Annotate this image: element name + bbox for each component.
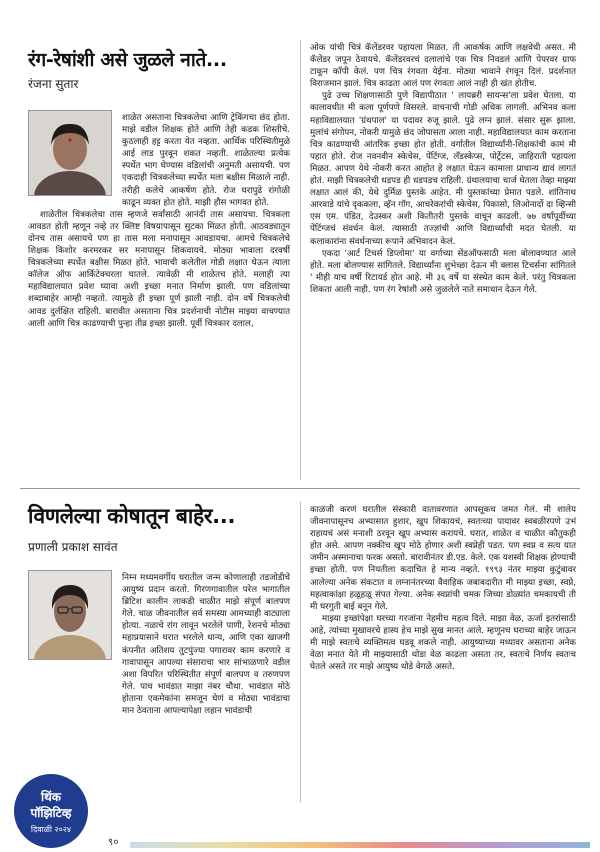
paragraph: शाळेत असताना चित्रकलेचा आणि ट्रेकिंगचा छंद होता. माझे वडील शिक्षक होते आणि तेही कडक शिस्तीचे. कुठलाही हट्ट करता येत नव्हता. आर्थिक परिस्थितीमुळे आई लाड पुरवून शकत नव्हती. शाळेतल्या प्रत्येक स्पर्धेत भाग घेण्यास वडिलांची अनुमती असायची. पण एकदाही चित्रकलेच्या स्पर्धेत मला बक्षीस मिळाले नाही. तरीही कलेचे आकर्षण होते. रोज घरापुढे रांगोळी काढून व्यक्त होत होते. माझी हौस भागवत होते.	[122, 113, 290, 208]
article-2-left-column	[28, 572, 290, 717]
paragraph: निम्न मध्यमवर्गीय घरातील जन्म कोणालाही तडजोडीचे आयुष्य प्रदान करतो. गिरणगावातील परेल भागातील ब्रिटिश कालीन लाकडी चाळीत माझे संपूर्ण बालपण गेले. चाळ जीवनातील सर्व समस्या आमच्याही वाट्याला होत्या. नळाचे रांग लावून भरलेले पाणी, रेशनचे मोठ्या महाप्रयासाने घरात भरलेले धान्य, आणि एका खाजगी कंपनीत अतिशय तुटपुंज्या पगारावर काम करणारे व गावापासून आपल्या संसाराचा भार सांभाळणारे वडील अशा विपरित परिस्थितीत संपूर्ण बालपण व तरुणपण गेले. पाच भावंडात माझा नंबर चौथा. भावंडात मोठे होताना एकमेकांना समजून घेणं व मोठ्या भावंडाचा मान ठेवताना आपल्यापेक्षा लहान भावंडाची	[122, 573, 290, 717]
logo-edition: दिवाळी २०२४	[30, 825, 72, 834]
paragraph: काळजी करणं घरातील संस्कारी वातावरणात आपसूकच जमत गेलं. मी शालेय जीवनापासूनच अभ्यासात हुशार, खूप शिकायचं, स्वतःच्या पायावर स्वबळीरपणे उभं राहायचं असं मनाशी ठरवून खूप अभ्यास करायचे. घरात, शाळेत व चाळीत कौतुकही होत असे. आपण नक्कीच खूप मोठे होणार अशी स्वप्नेही पडत. पण स्वप्न व सत्य यात जमीन अस्मानाचा फरक असतो. बारावीनंतर डी.एड. केले. एक यशस्वी शिक्षक होण्याची इच्छा होती. पण नियतीला कदाचित हे मान्य नव्हते. १९९३ नंतर माझ्या कुटुंबावर आलेल्या अनेक संकटात व लग्नानंतरच्या वैवाहिक जबाबदारीत मी माझ्या इच्छा, स्वप्ने, महत्वाकांक्षा हळूहळू संपत गेल्या. अनेक स्वप्नांची चमक जिच्या डोळ्यांत चमकायची ती मी घरगुती बाई बनून गेले.	[310, 505, 576, 612]
paragraph: माझ्या इच्छांपेक्षा घरच्या गरजांना नेहमीच महत्व दिले. माझा वेळ, ऊर्जा इतरांसाठी आहे, त्यांच्या मुखावरचे हास्य हेच माझे सुख मानत आले. म्हणूनच घराच्या बाहेर जाऊन मी माझे स्वतःचे व्यक्तिमत्व घडवू शकले नाही. आयुष्याच्या मध्यावर असताना अनेक वेळा मनात येते मी माझ्यासाठी थोडा वेळ काढला असता तर, स्वतःचे निर्णय स्वतःच घेतले असते तर माझे आयुष्य थोडे वेगळे असते.	[310, 613, 576, 673]
article-author: रंजना सुतार	[28, 77, 79, 91]
paragraph: पुढे उच्च शिक्षणासाठी पुणे विद्यापीठात ' लायब्ररी सायन्स'ला प्रवेश घेतला. या कालावधीत मी कला पूर्णपणे विसरले. वाचनाची गोडी अधिक लागली. अभिनव कला महाविद्यालयात 'ग्रंथपाल' या पदावर रुजू झाले. पुढे लग्न झालं. संसार सुरू झाला. मुलांचं संगोपन, नोकरी यामुळे छंद जोपासता आला नाही. महाविद्यालयात काम करताना चित्र काढण्याची आंतरिक इच्छा होत होती. वर्गातील विद्यार्थ्यांनी-शिक्षकांची कामं मी पहात होते. रोज नवनवीन स्केचेस, पेंटिंग्ज, लँडस्केप्स, पोर्ट्रेटस, जाहिराती पहायला मिळत. आपण येथे नोकरी करत आहोत हे लक्षात घेऊन कामाला प्राधान्य द्यावं लागतं होतं. माझी चित्रकलेची धडपड ही धडपडच राहिली. ग्रंथालयाचा चार्ज घेतला तेव्हा माझ्या लक्षात आलं की, येथे दुर्मिळ पुस्तके आहेत. मी पुस्तकांच्या प्रेमात पडले. शांतिनाथ आरवाडे यांचे दृककला, व्हॅन गॉग, आचरेकरांची स्केचेस, पिकासो, लिओनार्दो दा व्हिन्सी एस एम. पंडित, देउस्कर अशी कितीतरी पुस्तके वाचून काढली. ७७ वर्षांपूर्वीच्या पेंटिंग्जचं संवर्धन केलं. त्यासाठी तज्ज्ञांची आणि विद्यार्थ्यांची मदत घेतली. या कलाकारांना संवर्धनाच्या रूपाने अभिवादन केलं.	[310, 91, 576, 247]
article-1-right-column	[310, 42, 576, 296]
column-divider	[300, 502, 301, 802]
logo-line-2: पॉझिटिव्ह	[30, 806, 72, 820]
article-2-right-column	[310, 504, 576, 673]
article-title: रंग-रेषांशी असे जुळले नाते...	[28, 49, 227, 71]
article-title: विणलेल्या कोषातून बाहेर...	[28, 504, 236, 528]
page-number: ९०	[108, 837, 119, 848]
paragraph: एकदा 'आर्ट टिचर्स डिप्लोमा' या वर्गाच्या सेंडऑफसाठी मला बोलावण्यात आले होते. मला बोलण्यास सांगितले. विद्यार्थ्यांना शुभेच्छा देऊन मी क्लास टिचर्सना सांगितले ' मीही याच वर्षी रिटायर्ड होत आहे. मी ३६ वर्षे या संस्थेत काम केले. परंतु चित्रकला शिकता आली नाही. पण रंग रेषांशी असे जुळलेले नाते समाधान देऊन गेले.	[310, 248, 576, 295]
logo-line-1: थिंक	[41, 790, 61, 804]
magazine-logo	[14, 774, 88, 848]
paragraph: ओक यांची चित्रं कॅलेंडरवर पहायला मिळत. ती आकर्षक आणि लक्षवेधी असत. मी कॅलेंडर जपून ठेवायचे. कॅलेंडरवरचं दलालांचे एक चित्र निवडलं आणि पेपरवर ग्राफ टाकून कॉपी केलं. पण चित्र रंगवता येईना. मोठ्या भावाने रंगवून दिलं. प्रदर्शनात विराजमान झालं. चित्र काढता आलं पण रंगवता आलं नाही ही खंत होतीच.	[310, 43, 576, 90]
article-author: प्रणाली प्रकाश सावंत	[28, 540, 118, 554]
paragraph: शाळेतील चित्रकलेचा तास म्हणजे सर्वांसाठी आनंदी तास असायचा. चित्रकला आवडत होती म्हणून नव्हे तर क्लिष्ट विषयापासून सुटका मिळत होती. आठवड्यातून दोनच तास असायचे पण हा तास मला मनापासून आवडायचा. आमचे चित्रकलेचे शिक्षक किशोर करमरकर सर मनापासून शिकवायचे. मोठ्या भावाला दरवर्षी चित्रकलेच्या स्पर्धेत बक्षीस मिळत होते. भावाची कलेतील गोडी लक्षात घेऊन त्याला कॉलेज ऑफ आर्किटेक्चरला घातले. त्यावेळी मी शाळेतच होते. मलाही त्या महाविद्यालयात प्रवेश घ्यावा अशी इच्छा मनात निर्माण झाली. पण वडिलांच्या शब्दाबाहेर आम्ही नव्हतो. त्यामुळे ही इच्छा पूर्ण झाली नाही. दोन वर्षे चित्रकलेची आवड दुर्लक्षित राहिली. बारावीत असताना चित्र प्रदर्शनाची नोटीस माझ्या वाचण्यात आली आणि चित्र काढण्याची पुन्हा तीव्र इच्छा झाली. पूर्वी चित्रकार दलाल,	[28, 209, 290, 329]
article-2	[0, 488, 600, 852]
footer-color-stripe	[130, 842, 590, 848]
article-1-left-column	[28, 112, 290, 330]
column-divider	[300, 40, 301, 480]
